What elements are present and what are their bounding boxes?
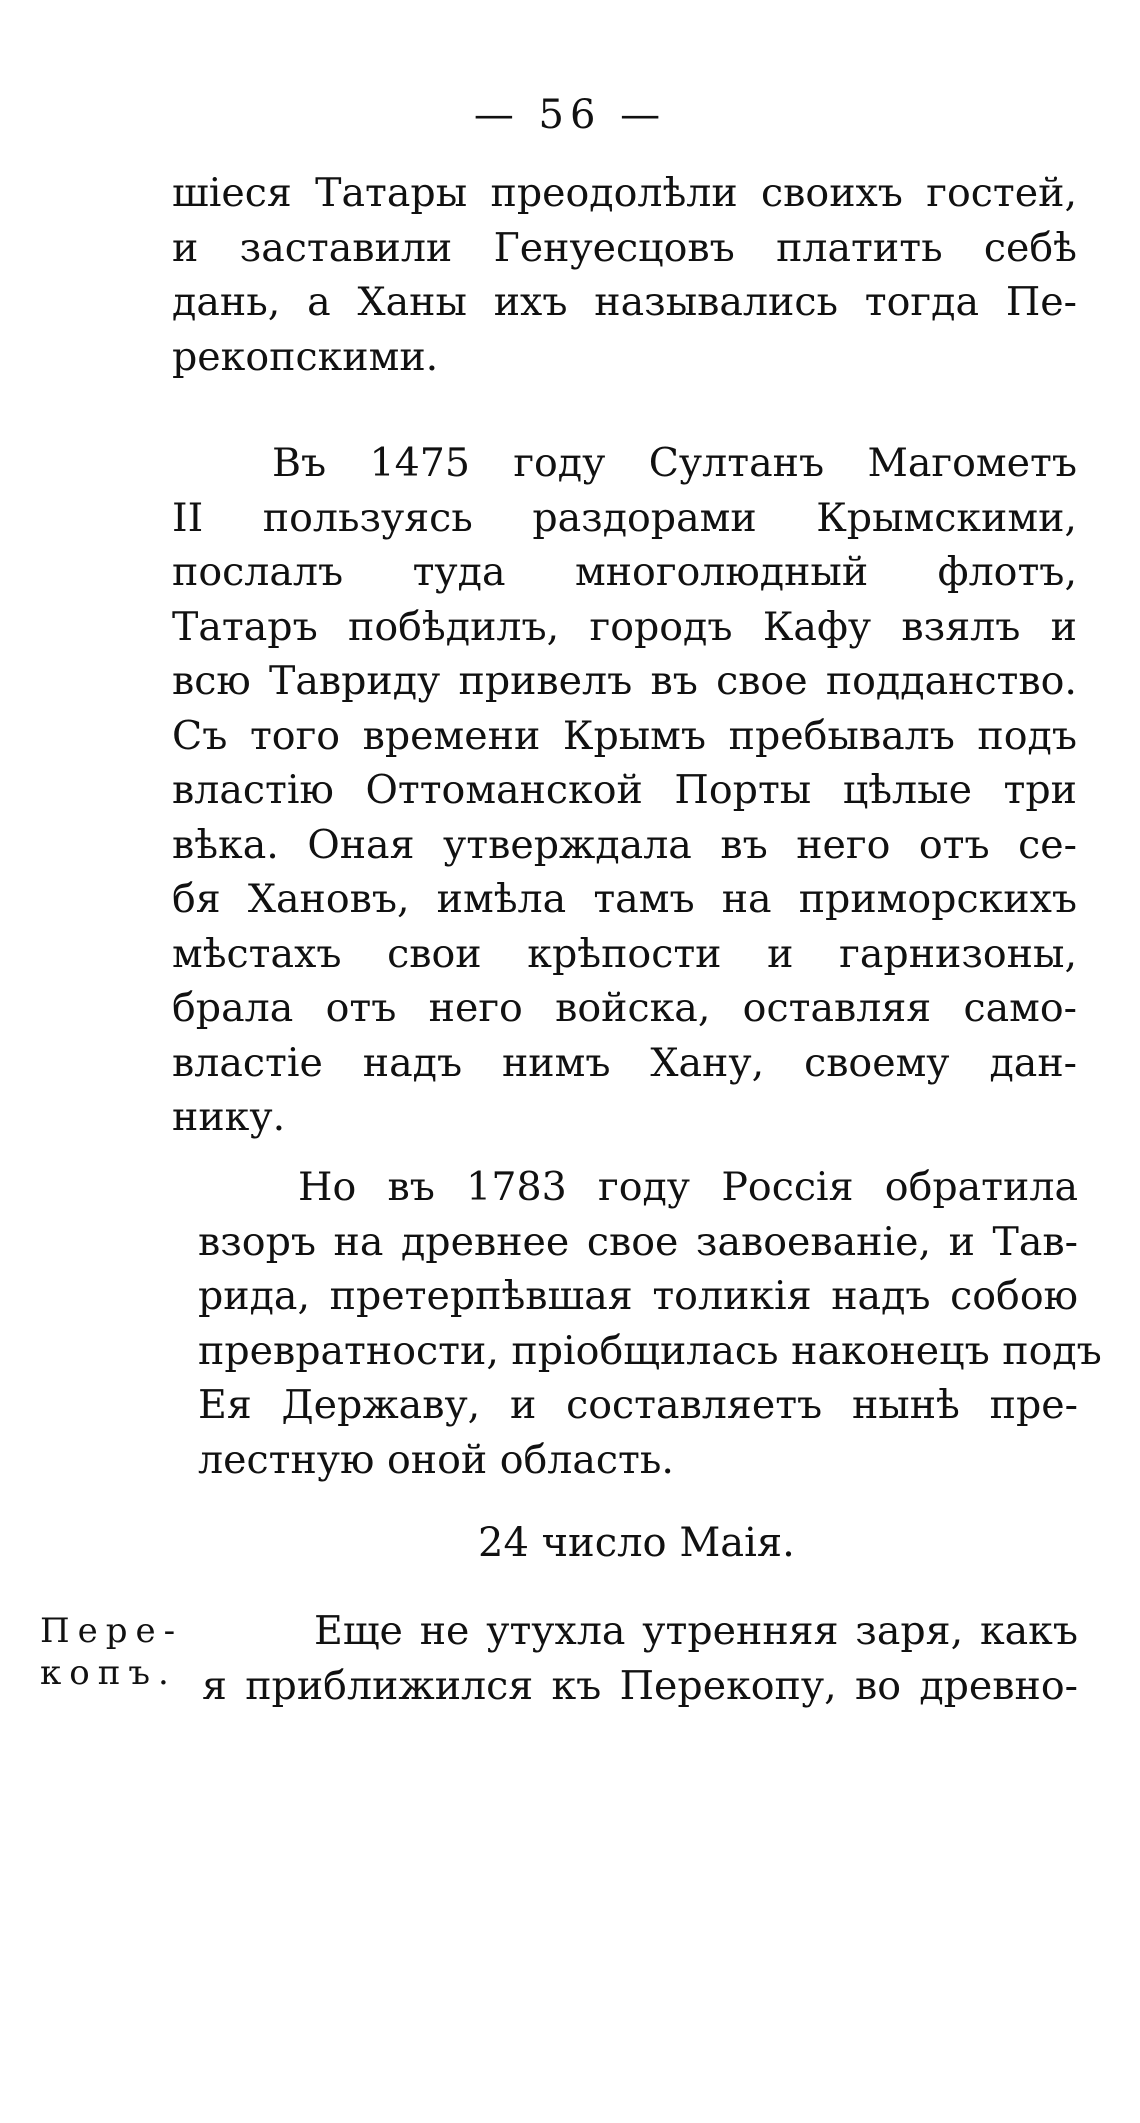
paragraph-line: мѣстахъ свои крѣпости и гарнизоны,: [172, 930, 1077, 977]
paragraph-line: II пользуясь раздорами Крымскими,: [172, 494, 1077, 541]
paragraph-line: бя Хановъ, имѣла тамъ на приморскихъ: [172, 876, 1077, 922]
paragraph-line: превратности, пріобщилась наконецъ подъ: [198, 1327, 1102, 1374]
margin-note-line: копъ.: [40, 1653, 177, 1693]
paragraph-2: [172, 436, 1077, 1145]
paragraph-line: Но въ 1783 году Россія обратила: [298, 1164, 1078, 1210]
paragraph-1: [172, 166, 1077, 384]
paragraph-line: я приближился къ Перекопу, во древно-: [202, 1662, 1078, 1709]
paragraph-line: нику.: [172, 1094, 286, 1140]
paragraph-line: Съ того времени Крымъ пребывалъ подъ: [172, 712, 1077, 759]
paragraph-line: брала отъ него войска, оставляя само-: [172, 985, 1077, 1031]
paragraph-line: Татаръ побѣдилъ, городъ Кафу взялъ и: [172, 603, 1077, 650]
paragraph-line: Еще не утухла утренняя заря, какъ: [314, 1608, 1078, 1654]
paragraph-line: всю Тавриду привелъ въ свое подданство.: [172, 658, 1077, 704]
paragraph-line: рекопскими.: [172, 333, 439, 380]
paragraph-line: и заставили Генуесцовъ платить себѣ: [172, 224, 1077, 271]
date-heading: 24 число Маія.: [478, 1520, 795, 1566]
paragraph-line: лестную оной область.: [198, 1436, 674, 1483]
paragraph-line: властіе надъ нимъ Хану, своему дан-: [172, 1039, 1077, 1086]
paragraph-line: Ея Державу, и составляетъ нынѣ пре-: [198, 1382, 1078, 1428]
paragraph-line: дань, а Ханы ихъ назывались тогда Пе-: [172, 279, 1077, 325]
paragraph-line: властію Оттоманской Порты цѣлые три: [172, 767, 1077, 813]
page-number: — 56 —: [473, 92, 667, 138]
paragraph-line: шіеся Татары преодолѣли своихъ гостей,: [172, 170, 1077, 216]
paragraph-line: вѣка. Оная утверждала въ него отъ се-: [172, 821, 1077, 868]
paragraph-3: [198, 1160, 1102, 1487]
paragraph-line: рида, претерпѣвшая толикія надъ собою: [198, 1273, 1078, 1319]
paragraph-4: [202, 1604, 1078, 1713]
paragraph-line: Въ 1475 году Султанъ Магометъ: [272, 440, 1077, 486]
paragraph-line: взоръ на древнее свое завоеваніе, и Тав-: [198, 1218, 1078, 1265]
margin-note: [40, 1610, 183, 1694]
paragraph-line: послалъ туда многолюдный флотъ,: [172, 549, 1077, 595]
margin-note-line: Пере-: [40, 1611, 184, 1651]
